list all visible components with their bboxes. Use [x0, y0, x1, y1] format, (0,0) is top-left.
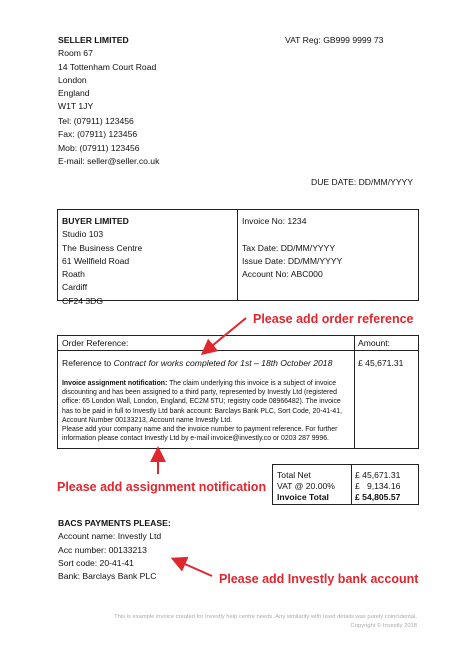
annotation-assignment: Please add assignment notification: [57, 480, 267, 494]
order-amount: £ 45,671.31: [358, 358, 404, 368]
seller-address-line: Room 67: [58, 48, 93, 59]
buyer-name: BUYER LIMITED: [62, 216, 129, 226]
notice-contact: Please add your company name and the invoice number to payment reference. For further information please contact Investly Ltd by e-mail invoice@investly.co or 0203 287 9996.: [62, 426, 338, 443]
invoice-number: Invoice No: 1234: [242, 216, 307, 226]
order-ref-header: Order Reference:: [62, 338, 129, 348]
seller-fax: Fax: (07911) 123456: [58, 129, 138, 140]
notice-text: The claim underlying this invoice is a subject of invoice discounting and has been assigned to a third party, represented by Investly Ltd (registered office: 65 London Wall, London, England, EC2M 5TU; registry code 08966482). The invoice has to be paid in full to Investly Ltd bank account: Barclays Bank PLC, Sort Code, 20-41-41, Account Number 00133213, Account name Investly Ltd.: [62, 380, 342, 424]
buyer-address-line: Roath: [62, 269, 85, 280]
notice-label: Invoice assignment notification:: [62, 380, 168, 387]
arrow-to-bank-account: [178, 561, 212, 576]
tax-date: Tax Date: DD/MM/YYYY: [242, 242, 336, 253]
footer: [114, 614, 417, 629]
annotation-order-reference: Please add order reference: [253, 312, 414, 326]
invoice-total-label: Invoice Total: [277, 492, 329, 502]
bacs-line: Bank: Barclays Bank PLC: [58, 571, 157, 582]
amount-header: Amount:: [358, 338, 391, 348]
buyer-address-line: CF24 3DG: [62, 295, 104, 306]
footer-copyright: Copyright © Investly 2018: [350, 623, 417, 629]
vat-value: £ 9,134.16: [355, 481, 401, 491]
buyer-address-line: Studio 103: [62, 229, 104, 240]
due-date: DUE DATE: DD/MM/YYYY: [311, 177, 414, 187]
vat-label: VAT @ 20.00%: [277, 481, 335, 491]
arrow-to-order-reference: [207, 318, 246, 350]
total-net-value: £ 45,671.31: [355, 470, 401, 480]
bacs-line: Sort code: 20-41-41: [58, 557, 134, 568]
invoice-total-value: £ 54,805.57: [355, 492, 401, 502]
annotation-bank-account: Please add Investly bank account: [219, 572, 419, 586]
bacs-title: BACS PAYMENTS PLEASE:: [58, 518, 171, 528]
issue-date: Issue Date: DD/MM/YYYY: [242, 255, 343, 266]
seller-address-line: London: [58, 74, 87, 85]
buyer-address-line: The Business Centre: [62, 242, 143, 253]
seller-tel: Tel: (07911) 123456: [58, 116, 134, 126]
seller-mob: Mob: (07911) 123456: [58, 142, 140, 153]
seller-address-line: 14 Tottenham Court Road: [58, 61, 157, 72]
total-net-label: Total Net: [277, 470, 311, 480]
seller-address-line: England: [58, 88, 90, 99]
buyer-address-line: Cardiff: [62, 282, 88, 293]
seller-name: SELLER LIMITED: [58, 35, 129, 45]
vat-reg: VAT Reg: GB999 9999 73: [285, 35, 384, 45]
buyer-address-line: 61 Wellfield Road: [62, 255, 130, 266]
order-ref-italic: Contract for works completed for 1st – 18th October 2018: [113, 358, 333, 368]
bacs-line: Account name: Investly Ltd: [58, 531, 162, 542]
bacs-line: Acc number: 00133213: [58, 544, 147, 555]
seller-address-line: W1T 1JY: [58, 101, 94, 112]
seller-email: E-mail: seller@seller.co.uk: [58, 155, 160, 166]
footer-disclaimer: This is example invoice created for Investly help centre needs. Any similarity with used details was purely coincidental.: [114, 614, 417, 620]
order-ref-prefix: Reference to: [62, 358, 114, 368]
account-number: Account No: ABC000: [242, 269, 323, 280]
